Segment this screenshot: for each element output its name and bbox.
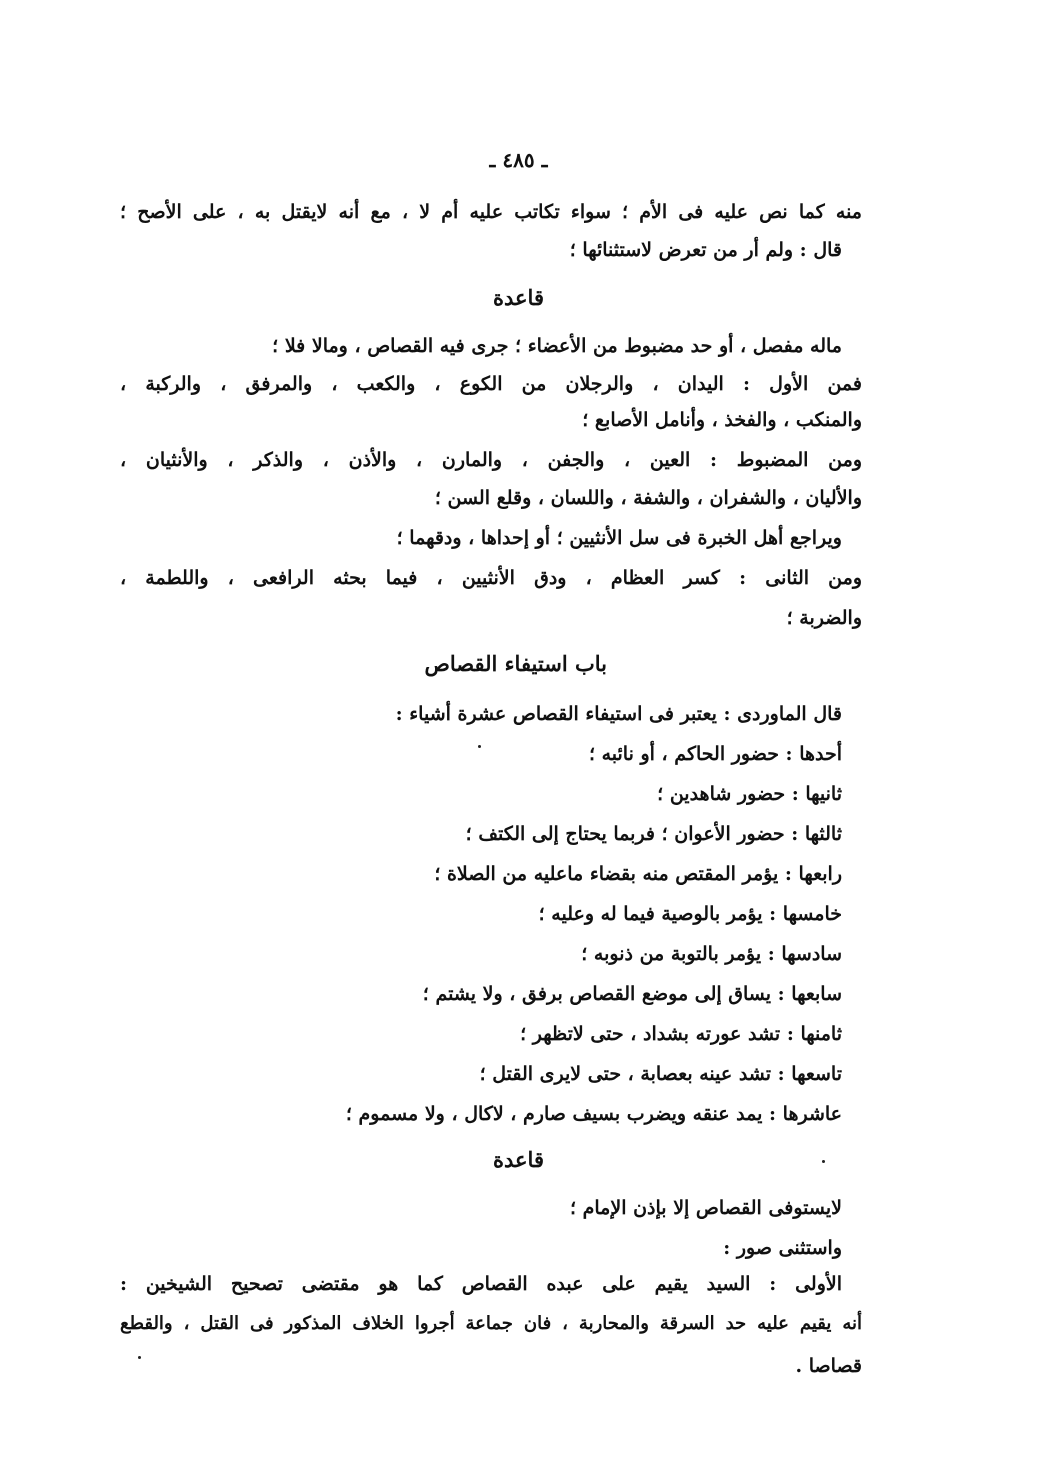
text-line: رابعها : يؤمر المقتص منه بقضاء ماعليه من الصلاة ؛: [434, 863, 842, 885]
text-line: قال : ولم أر من تعرض لاستثنائها ؛: [569, 239, 842, 261]
text-line: أحدها : حضور الحاكم ، أو نائبه ؛: [588, 743, 842, 765]
text-line: والمنكب ، والفخذ ، وأنامل الأصابع ؛: [582, 409, 862, 431]
text-line: قصاصا .: [795, 1355, 862, 1377]
speck-mark: [478, 745, 481, 748]
text-line: ومن الثانى : كسر العظام ، ودق الأنثيين ، فيما بحثه الرافعى ، واللطمة ،: [120, 567, 862, 589]
text-line: سابعها : يساق إلى موضع القصاص برفق ، ولا يشتم ؛: [422, 983, 842, 1005]
text-line: عاشرها : يمد عنقه ويضرب بسيف صارم ، لاكال ، ولا مسموم ؛: [345, 1103, 842, 1125]
text-line: تاسعها : تشد عينه بعصابة ، حتى لايرى القتل ؛: [479, 1063, 842, 1085]
text-line: فمن الأول : اليدان ، والرجلان من الكوع ، والكعب ، والمرفق ، والركبة ،: [120, 373, 862, 395]
text-line: قال الماوردى : يعتبر فى استيفاء القصاص عشرة أشياء :: [395, 703, 842, 725]
text-line: ومن المضبوط : العين ، والجفن ، والمارن ، والأذن ، والذكر ، والأنثيان ،: [120, 449, 862, 471]
text-line: الأولى : السيد يقيم على عبده القصاص كما هو مقتضى تصحيح الشيخين :: [120, 1273, 842, 1295]
text-line: واستثنى صور :: [723, 1237, 842, 1259]
text-line: ثانيها : حضور شاهدين ؛: [657, 783, 842, 805]
text-line: والأليان ، والشفران ، والشفة ، واللسان ، وقلع السن ؛: [434, 487, 862, 509]
text-line: أنه يقيم عليه حد السرقة والمحاربة ، فان جماعة أجروا الخلاف المذكور فى القتل ، والقطع: [120, 1313, 862, 1334]
text-line: ماله مفصل ، أو حد مضبوط من الأعضاء ؛ جرى فيه القصاص ، ومالا فلا ؛: [272, 335, 842, 357]
text-line: ويراجع أهل الخبرة فى سل الأنثيين ؛ أو إحداها ، ودقهما ؛: [396, 527, 842, 549]
text-line: ثالثها : حضور الأعوان ؛ فربما يحتاج إلى الكتف ؛: [465, 823, 842, 845]
section-heading: قاعدة: [493, 285, 544, 310]
speck-mark: [138, 1356, 141, 1359]
page-number: ـ ٤٨٥ ـ: [489, 148, 548, 172]
text-line: منه كما نص عليه فى الأم ؛ سواء تكاتب عليه أم لا ، مع أنه لايقتل به ، على الأصح ؛: [120, 201, 862, 223]
text-line: والضربة ؛: [786, 607, 862, 629]
text-line: سادسها : يؤمر بالتوبة من ذنوبه ؛: [581, 943, 842, 965]
text-line: ثامنها : تشد عورته بشداد ، حتى لاتظهر ؛: [520, 1023, 842, 1045]
chapter-heading: باب استيفاء القصاص: [424, 651, 607, 676]
speck-mark: [822, 1160, 825, 1163]
text-line: خامسها : يؤمر بالوصية فيما له وعليه ؛: [538, 903, 842, 925]
text-line: لايستوفى القصاص إلا بإذن الإمام ؛: [569, 1197, 842, 1219]
section-heading: قاعدة: [493, 1147, 544, 1172]
